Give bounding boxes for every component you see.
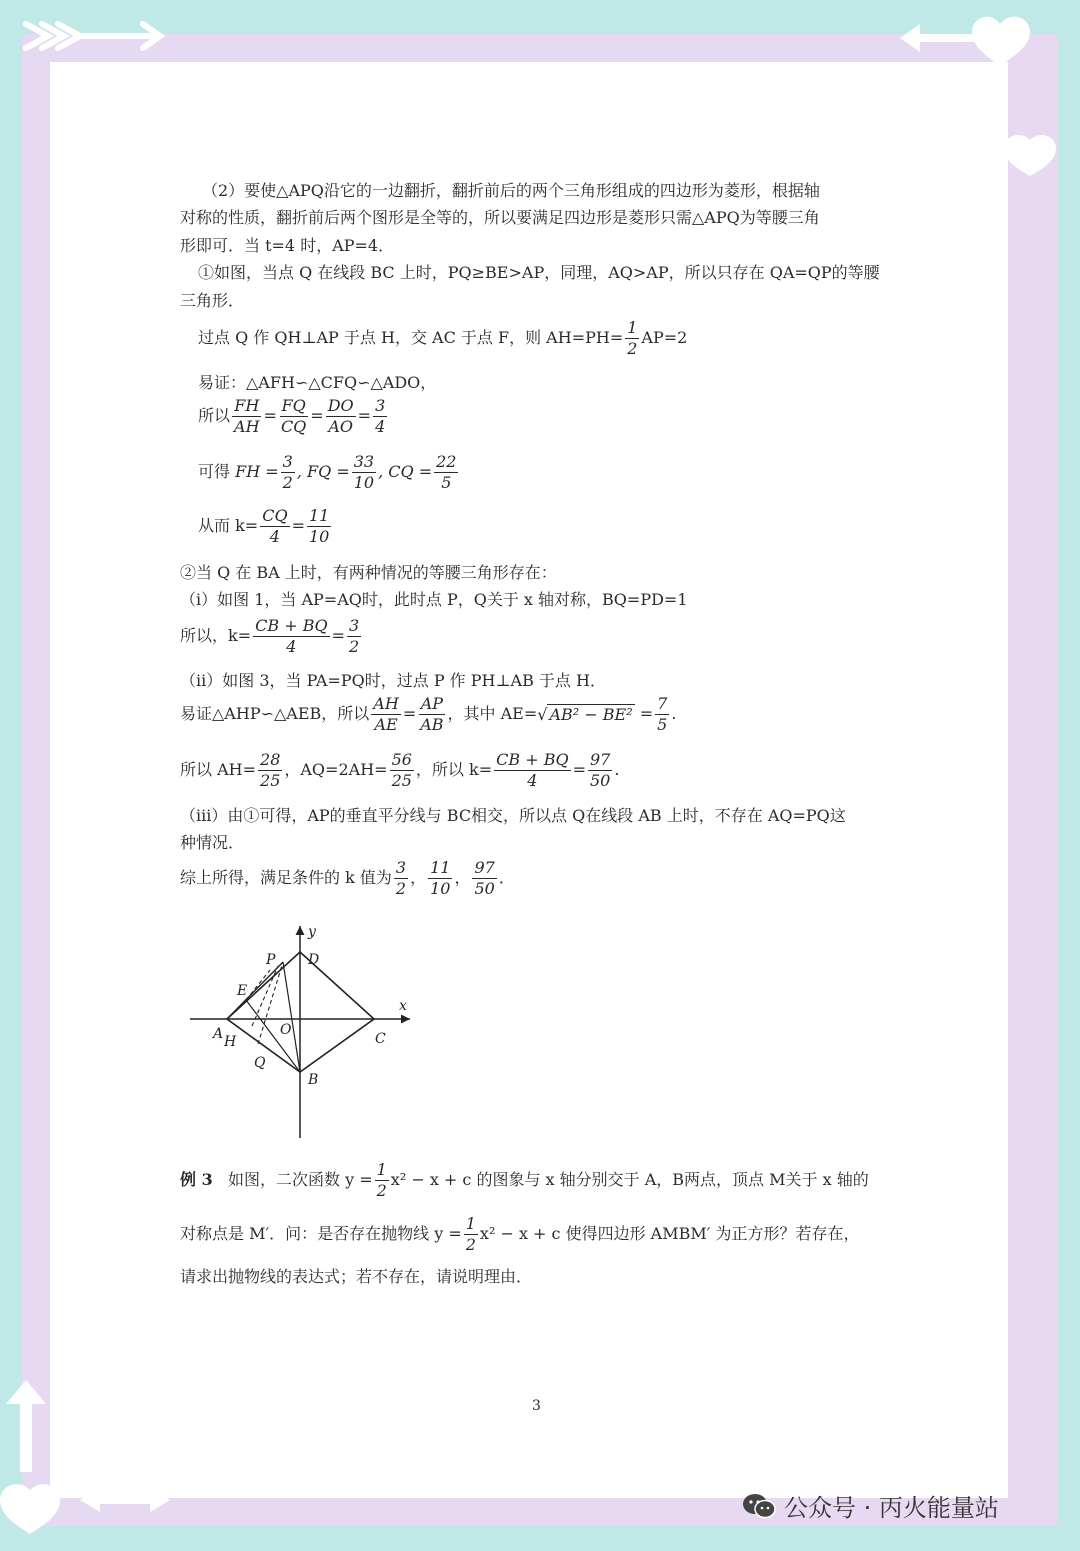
point-label-c: C [375, 1031, 386, 1047]
text-segment: 如图，二次函数 y = [227, 1170, 373, 1189]
numerator: CB + BQ [496, 750, 569, 769]
text-line [180, 1214, 859, 1255]
text-segment: 可得 [198, 462, 231, 481]
comma: ， [454, 868, 471, 887]
fraction [655, 694, 669, 735]
text-segment: 所以，k= [180, 626, 252, 645]
numerator: 33 [353, 452, 375, 471]
numerator: 3 [348, 616, 360, 635]
denominator: AO [328, 417, 354, 436]
period: . [671, 704, 677, 723]
point-label-o: O [280, 1022, 292, 1038]
denominator: 2 [627, 339, 638, 358]
text-segment: AP=2 [641, 328, 688, 347]
text-line: （2）要使△APQ沿它的一边翻折，翻折前后的两个三角形组成的四边形为菱形，根据轴 [202, 181, 820, 200]
denominator: AE [374, 715, 398, 734]
point-label-x: x [399, 998, 407, 1014]
segment-pb [283, 962, 300, 1072]
denominator: AB [420, 715, 444, 734]
fraction [375, 1160, 389, 1201]
fraction [434, 452, 458, 493]
fraction [588, 750, 612, 791]
fraction [260, 506, 289, 547]
comma: ， [410, 868, 427, 887]
denominator: 2 [395, 879, 407, 898]
text-segment: ，所以 k= [415, 760, 493, 779]
fraction [326, 396, 356, 437]
text-line: 对称的性质，翻折前后两个图形是全等的，所以要满足四边形是菱形只需△APQ为等腰三角 [180, 208, 820, 227]
equals-sign: = [357, 406, 372, 425]
fraction [232, 396, 262, 437]
denominator: 2 [282, 473, 293, 492]
denominator: 2 [376, 1181, 387, 1200]
denominator: 10 [353, 473, 375, 492]
text-line [198, 396, 389, 437]
watermark-text: 公众号 · 丙火能量站 [784, 1494, 999, 1522]
denominator: 5 [441, 473, 452, 492]
equals-sign: = [291, 516, 305, 535]
numerator: CB + BQ [255, 616, 328, 635]
text-segment: x² − x + c 的图象与 x 轴分别交于 A，B两点，顶点 M关于 x 轴的 [390, 1170, 869, 1189]
denominator: 50 [589, 771, 611, 790]
text-segment: 所以 AH= [180, 760, 257, 779]
text-segment: 综上所得，满足条件的 k 值为 [180, 868, 392, 887]
denominator: 25 [391, 771, 412, 790]
fraction [373, 396, 387, 437]
point-label-e: E [237, 983, 248, 999]
fraction [347, 616, 361, 657]
text-line: ①如图，当点 Q 在线段 BC 上时，PQ≥BE>AP，同理，AQ>AP，所以只存在 QA=QP的等腰 [198, 263, 880, 282]
fraction [390, 750, 414, 791]
text-line [180, 616, 363, 657]
numerator: 56 [391, 750, 412, 769]
equals-sign: = [310, 406, 324, 425]
numerator: 11 [308, 506, 330, 525]
numerator: DO [327, 396, 354, 415]
corner-decoration-top-left [18, 14, 168, 58]
denominator: 4 [527, 771, 538, 790]
denominator: 5 [657, 715, 668, 734]
text-segment: ，其中 AE= [447, 704, 538, 723]
numerator: 11 [430, 858, 451, 877]
numerator: 28 [260, 750, 281, 769]
numerator: 97 [474, 858, 495, 877]
numerator: 97 [589, 750, 611, 769]
text-line: ②当 Q 在 BA 上时，有两种情况的等腰三角形存在： [180, 563, 557, 582]
denominator: 25 [260, 771, 281, 790]
denominator: 2 [465, 1235, 476, 1254]
text-segment: 对称点是 M′．问：是否存在抛物线 y = [180, 1224, 462, 1243]
numerator: 1 [465, 1214, 476, 1233]
text-line [180, 694, 676, 735]
denominator: AH [234, 417, 260, 436]
text-line [198, 452, 460, 493]
text-segment: ，AQ=2AH= [284, 760, 388, 779]
denominator: 4 [286, 637, 297, 656]
text-line: 种情况． [180, 833, 245, 852]
fraction [394, 858, 408, 899]
numerator: 3 [282, 452, 293, 471]
numerator: 1 [376, 1160, 387, 1179]
text-line [198, 318, 687, 359]
point-label-d: D [308, 952, 320, 968]
text-line [180, 1160, 869, 1201]
text-line [180, 750, 619, 791]
denominator: 2 [348, 637, 360, 656]
numerator: AH [373, 694, 399, 713]
point-label-q: Q [254, 1055, 266, 1071]
text-segment: 易证△AHP∽△AEB，所以 [180, 704, 370, 723]
text-segment: x² − x + c 使得四边形 AMBM′ 为正方形？若存在， [479, 1224, 860, 1243]
numerator: AP [420, 694, 444, 713]
equals-sign: = [639, 704, 654, 723]
fraction [258, 750, 282, 791]
text-segment: 所以 [198, 406, 231, 425]
denominator: 50 [474, 879, 495, 898]
point-label-y: y [308, 924, 316, 940]
math-label: , CQ = [378, 462, 433, 481]
text-segment: 过点 Q 作 QH⊥AP 于点 H，交 AC 于点 F，则 AH=PH= [198, 328, 624, 347]
numerator: 3 [375, 396, 386, 415]
numerator: 1 [627, 318, 638, 337]
equals-sign: = [263, 406, 277, 425]
equals-sign: = [331, 626, 345, 645]
fraction [279, 396, 308, 437]
radicand: AB² − BE² [549, 704, 633, 724]
denominator: 10 [430, 879, 451, 898]
text-line: 请求出抛物线的表达式；若不存在，请说明理由． [180, 1267, 533, 1286]
denominator: 4 [375, 417, 386, 436]
watermark [742, 1488, 999, 1523]
math-label: , FQ = [296, 462, 350, 481]
numerator: 22 [436, 452, 457, 471]
fraction [625, 318, 639, 359]
text-segment: 从而 k= [198, 516, 259, 535]
equals-sign: = [402, 704, 417, 723]
numerator: CQ [262, 506, 288, 525]
denominator: CQ [280, 417, 307, 436]
text-line [198, 506, 333, 547]
text-line: （iii）由①可得，AP的垂直平分线与 BC相交，所以点 Q在线段 AB 上时，不存在 AQ=PQ这 [180, 806, 846, 825]
text-line: 易证：△AFH∽△CFQ∽△ADO， [198, 373, 437, 392]
fraction [472, 858, 496, 899]
text-line: （i）如图 1，当 AP=AQ时，此时点 P，Q关于 x 轴对称，BQ=PD=1 [180, 590, 688, 609]
numerator: 3 [395, 858, 407, 877]
point-label-h: H [224, 1034, 237, 1050]
sqrt-expression: √ AB² − BE² [537, 704, 633, 724]
point-label-p: P [266, 952, 276, 968]
fraction [253, 616, 329, 657]
point-label-a: A [213, 1026, 224, 1042]
period: . [614, 760, 620, 779]
denominator: 10 [308, 527, 330, 546]
numerator: FH [234, 396, 260, 415]
fraction [307, 506, 331, 547]
example-label: 例 3 [180, 1170, 213, 1189]
numerator: FQ [281, 396, 306, 415]
geometry-figure [186, 918, 426, 1143]
fraction [371, 694, 401, 735]
wechat-icon [742, 1493, 776, 1519]
numerator: 7 [657, 694, 668, 713]
fraction [352, 452, 376, 493]
fraction [494, 750, 570, 791]
fraction [428, 858, 452, 899]
equals-sign: = [572, 760, 586, 779]
point-label-b: B [308, 1072, 319, 1088]
text-line: （ii）如图 3，当 PA=PQ时，过点 P 作 PH⊥AB 于点 H． [180, 671, 606, 690]
fraction [418, 694, 445, 735]
text-line: 三角形． [180, 291, 245, 310]
text-line [180, 858, 515, 899]
math-label: FH = [235, 462, 279, 481]
denominator: 4 [269, 527, 280, 546]
fraction [281, 452, 295, 493]
text-line: 形即可．当 t=4 时，AP=4． [180, 236, 395, 255]
fraction [464, 1214, 478, 1255]
period: ． [498, 868, 515, 887]
page-number: 3 [532, 1398, 541, 1414]
